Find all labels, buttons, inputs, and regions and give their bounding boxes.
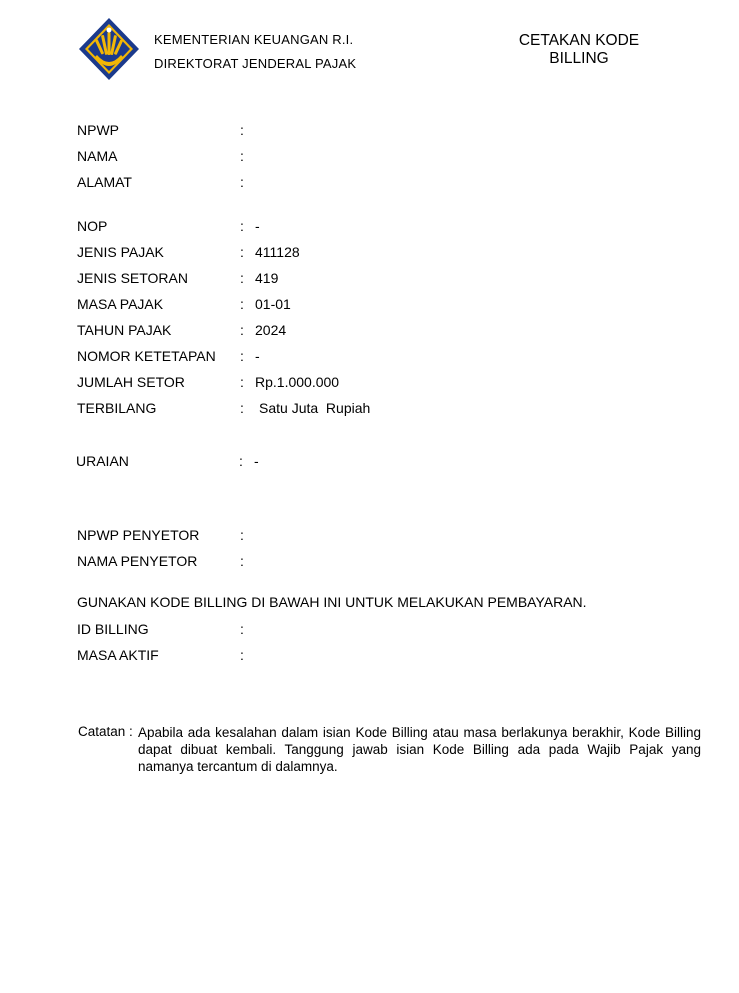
field-label: JENIS SETORAN xyxy=(77,270,188,286)
document-title-line1: CETAKAN KODE xyxy=(518,32,640,49)
field-separator: : xyxy=(240,621,244,637)
field-separator: : xyxy=(240,148,244,164)
field-value: - xyxy=(255,218,260,234)
field-separator: : xyxy=(240,322,244,338)
field-value: Satu Juta Rupiah xyxy=(259,400,371,416)
field-label: NOMOR KETETAPAN xyxy=(77,348,216,364)
field-value: 411128 xyxy=(255,244,300,260)
note-text: Apabila ada kesalahan dalam isian Kode Billing atau masa berlakunya berakhir, Kode Billing dapat dibuat kembali. Tanggung jawab isian Kode Billing ada pada Wajib Pajak yang namanya tercantum di dalamnya. xyxy=(138,725,701,774)
field-label: NPWP xyxy=(77,122,119,138)
field-label: TERBILANG xyxy=(77,400,157,416)
field-label: ALAMAT xyxy=(77,174,132,190)
field-separator: : xyxy=(240,296,244,312)
ministry-name: KEMENTERIAN KEUANGAN R.I. xyxy=(154,32,354,47)
field-label: ID BILLING xyxy=(77,621,149,637)
field-label: JUMLAH SETOR xyxy=(77,374,185,390)
field-separator: : xyxy=(240,553,244,569)
field-separator: : xyxy=(240,174,244,190)
field-label: NAMA xyxy=(77,148,118,164)
field-separator: : xyxy=(240,527,244,543)
field-label: NOP xyxy=(77,218,108,234)
field-separator: : xyxy=(240,647,244,663)
field-value: - xyxy=(255,348,260,364)
field-label: MASA AKTIF xyxy=(77,647,159,663)
field-label: NPWP PENYETOR xyxy=(77,527,200,543)
billing-instruction: GUNAKAN KODE BILLING DI BAWAH INI UNTUK MELAKUKAN PEMBAYARAN. xyxy=(77,594,587,610)
field-value: Rp.1.000.000 xyxy=(255,374,340,390)
field-separator: : xyxy=(240,122,244,138)
document-title xyxy=(505,32,653,68)
field-separator: : xyxy=(240,244,244,260)
field-label: URAIAN xyxy=(76,453,129,469)
field-label: MASA PAJAK xyxy=(77,296,164,312)
kemenkeu-emblem-icon xyxy=(77,17,141,81)
directorate-name: DIREKTORAT JENDERAL PAJAK xyxy=(154,56,357,71)
field-value: 2024 xyxy=(255,322,287,338)
note-label: Catatan : xyxy=(78,724,133,739)
field-separator: : xyxy=(240,400,244,416)
field-separator: : xyxy=(239,453,243,469)
field-label: NAMA PENYETOR xyxy=(77,553,198,569)
field-separator: : xyxy=(240,270,244,286)
field-value: 01-01 xyxy=(255,296,291,312)
field-value: 419 xyxy=(255,270,279,286)
field-label: TAHUN PAJAK xyxy=(77,322,172,338)
field-separator: : xyxy=(240,348,244,364)
field-separator: : xyxy=(240,218,244,234)
document-title-line2: BILLING xyxy=(549,50,609,67)
field-value: - xyxy=(254,453,259,469)
field-label: JENIS PAJAK xyxy=(77,244,164,260)
field-separator: : xyxy=(240,374,244,390)
